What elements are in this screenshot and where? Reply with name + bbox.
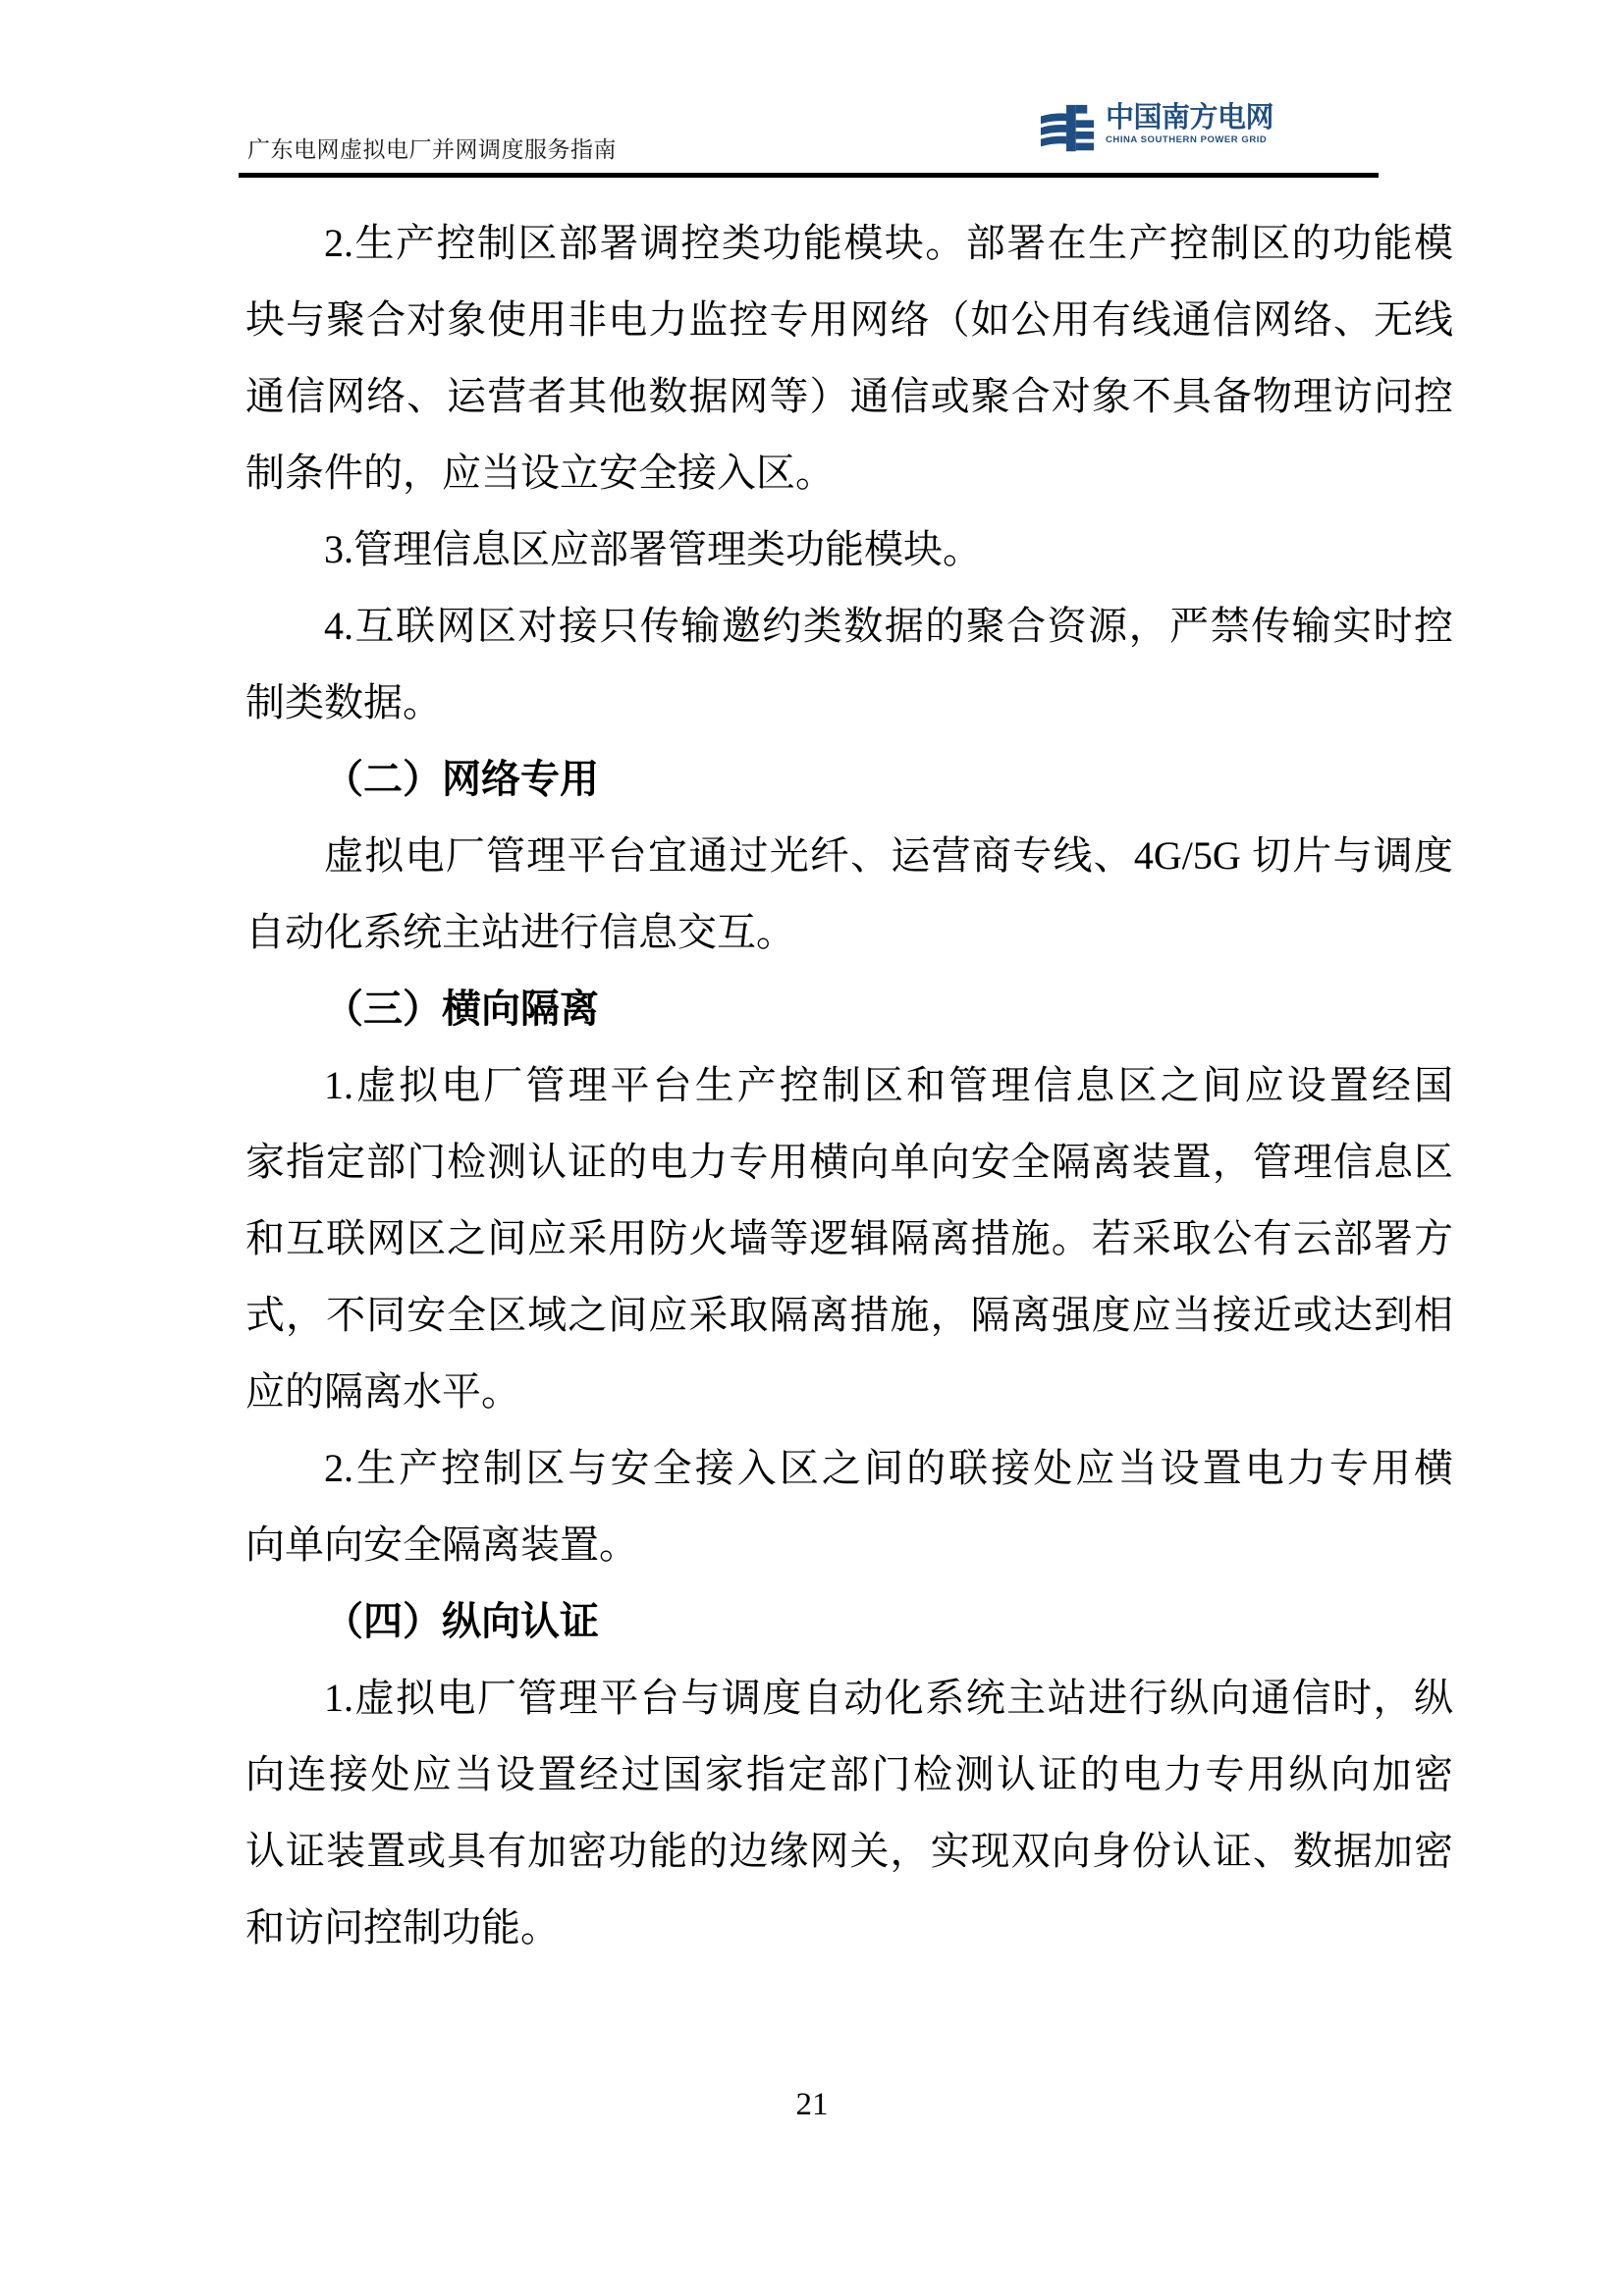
section-heading (245, 971, 1453, 1047)
text-line: 家指定部门检测认证的电力专用横向单向安全隔离装置，管理信息区 (245, 1140, 1453, 1184)
text-line: 和互联网区之间应采用防火墙等逻辑隔离措施。若采取公有云部署方 (245, 1216, 1453, 1260)
text-line: 3.管理信息区应部署管理类功能模块。 (324, 527, 982, 571)
text-line: 块与聚合对象使用非电力监控专用网络（如公用有线通信网络、无线 (245, 297, 1453, 342)
text-line: （四）纵向认证 (324, 1599, 599, 1643)
text-line: （三）横向隔离 (324, 987, 599, 1031)
document-body (245, 205, 1453, 1966)
text-line: 向连接处应当设置经过国家指定部门检测认证的电力专用纵向加密 (245, 1752, 1453, 1796)
text-line: 1.虚拟电厂管理平台生产控制区和管理信息区之间应设置经国 (324, 1063, 1453, 1107)
text-line: 和访问控制功能。 (245, 1905, 560, 1949)
text-line: 通信网络、运营者其他数据网等）通信或聚合对象不具备物理访问控 (245, 374, 1453, 418)
text-line: 应的隔离水平。 (245, 1369, 520, 1414)
text-line: 式，不同安全区域之间应采取隔离措施，隔离强度应当接近或达到相 (245, 1293, 1453, 1337)
text-line: （二）网络专用 (324, 757, 599, 801)
body-paragraph (245, 205, 1453, 511)
document-header-title: 广东电网虚拟电厂并网调度服务指南 (247, 137, 617, 162)
text-line: 制条件的，应当设立安全接入区。 (245, 451, 835, 495)
text-line: 向单向安全隔离装置。 (245, 1522, 638, 1567)
text-line: 4.互联网区对接只传输邀约类数据的聚合资源，严禁传输实时控 (324, 604, 1453, 648)
body-paragraph (245, 1047, 1453, 1430)
logo-name-chinese: 中国南方电网 (1106, 102, 1274, 133)
logo-name-english: CHINA SOUTHERN POWER GRID (1106, 134, 1268, 145)
text-line: 制类数据。 (245, 680, 442, 724)
body-paragraph (245, 818, 1453, 971)
text-line: 2.生产控制区与安全接入区之间的联接处应当设置电力专用横 (324, 1446, 1453, 1490)
page-number: 21 (795, 2087, 829, 2122)
body-paragraph (245, 1430, 1453, 1583)
section-heading (245, 1583, 1453, 1660)
body-paragraph (245, 511, 1453, 588)
text-line: 1.虚拟电厂管理平台与调度自动化系统主站进行纵向通信时，纵 (324, 1676, 1453, 1720)
csg-logo-mark-icon (1039, 102, 1096, 157)
page-header (0, 0, 1624, 187)
text-line: 认证装置或具有加密功能的边缘网关，实现双向身份认证、数据加密 (245, 1829, 1453, 1873)
section-heading (245, 741, 1453, 818)
text-line: 2.生产控制区部署调控类功能模块。部署在生产控制区的功能模 (324, 221, 1453, 265)
text-line: 虚拟电厂管理平台宜通过光纤、运营商专线、4G/5G 切片与调度 (324, 833, 1453, 878)
body-paragraph (245, 588, 1453, 741)
company-logo (1039, 102, 1273, 157)
body-paragraph (245, 1660, 1453, 1966)
header-divider-rule (239, 173, 1379, 178)
text-line: 自动化系统主站进行信息交互。 (245, 910, 795, 954)
logo-text-block (1106, 102, 1273, 146)
